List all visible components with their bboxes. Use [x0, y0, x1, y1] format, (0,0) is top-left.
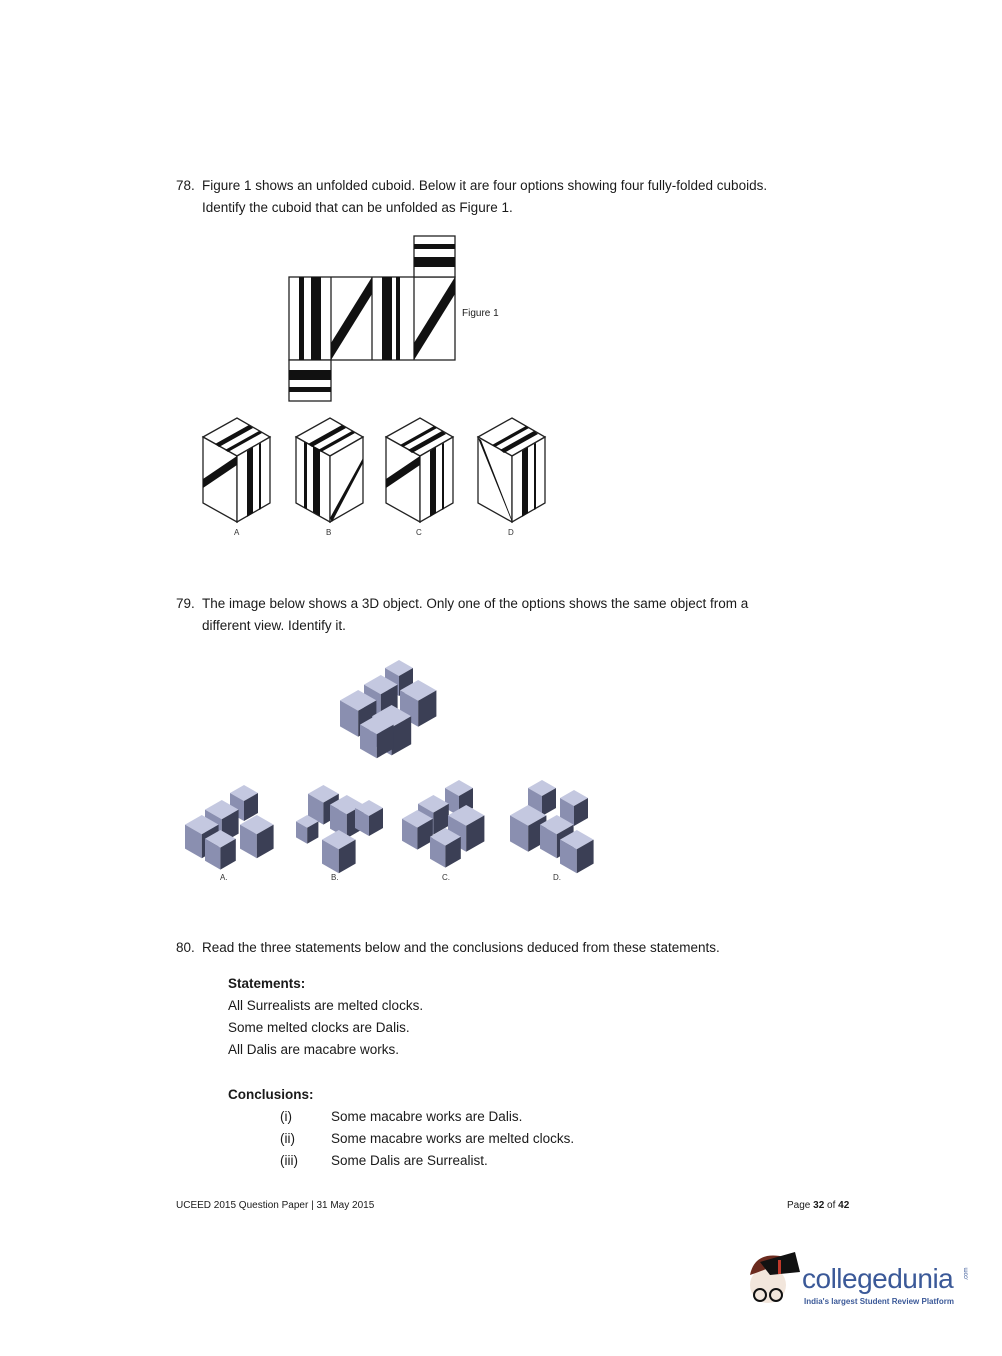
statement-1: All Surrealists are melted clocks. — [228, 998, 424, 1013]
option-b-label: B — [326, 528, 332, 537]
option-b-cuboid[interactable] — [296, 418, 363, 522]
q80-text: Read the three statements below and the conclusions deduced from these statements. — [202, 940, 720, 955]
q79-text-line1: The image below shows a 3D object. Only one of the options shows the same object from a — [202, 596, 749, 611]
q79-option-a-label: A. — [220, 873, 228, 882]
page-of: of — [827, 1200, 836, 1211]
option-c-label: C — [416, 528, 422, 537]
option-a-cuboid[interactable] — [203, 418, 270, 522]
logo-suffix: .com — [963, 1267, 970, 1281]
logo-tagline: India's largest Student Review Platform — [804, 1297, 954, 1306]
q79-text-line2: different view. Identify it. — [202, 618, 346, 633]
figure-1-unfolded-cuboid — [289, 236, 455, 401]
conclusion-2-num: (ii) — [280, 1131, 295, 1146]
q79-option-b-object[interactable] — [296, 785, 383, 873]
option-c-cuboid[interactable] — [386, 418, 453, 522]
conclusion-3-num: (iii) — [280, 1153, 298, 1168]
conclusions-heading: Conclusions: — [228, 1087, 314, 1102]
q78-text-line1: Figure 1 shows an unfolded cuboid. Below it are four options showing four fully-folded cuboids. — [202, 178, 768, 193]
conclusion-2-text: Some macabre works are melted clocks. — [331, 1131, 575, 1146]
conclusion-1-num: (i) — [280, 1109, 292, 1124]
statements-heading: Statements: — [228, 976, 306, 991]
q79-option-d-object[interactable] — [510, 780, 594, 873]
page-total: 42 — [838, 1200, 850, 1211]
option-a-label: A — [234, 528, 240, 537]
logo-wordmark: collegedunia — [802, 1263, 954, 1294]
statement-2: Some melted clocks are Dalis. — [228, 1020, 410, 1035]
page-prefix: Page — [787, 1200, 811, 1211]
footer-left: UCEED 2015 Question Paper | 31 May 2015 — [176, 1200, 375, 1211]
figure-1-label: Figure 1 — [462, 308, 499, 319]
option-d-cuboid[interactable] — [478, 418, 545, 522]
q79-option-b-label: B. — [331, 873, 339, 882]
q80-number: 80. — [176, 940, 195, 955]
page-current: 32 — [813, 1200, 825, 1211]
q78-text-line2: Identify the cuboid that can be unfolded as Figure 1. — [202, 200, 513, 215]
q79-option-a-object[interactable] — [185, 785, 274, 870]
q79-number: 79. — [176, 596, 195, 611]
q79-option-c-object[interactable] — [402, 780, 484, 868]
q78-number: 78. — [176, 178, 195, 193]
option-d-label: D — [508, 528, 514, 537]
conclusion-3-text: Some Dalis are Surrealist. — [331, 1153, 488, 1168]
q79-option-d-label: D. — [553, 873, 561, 882]
statement-3: All Dalis are macabre works. — [228, 1042, 400, 1057]
q79-option-c-label: C. — [442, 873, 450, 882]
page-number — [787, 1195, 849, 1217]
q79-main-object — [340, 660, 436, 758]
collegedunia-mascot-logo — [750, 1252, 800, 1303]
conclusion-1-text: Some macabre works are Dalis. — [331, 1109, 523, 1124]
